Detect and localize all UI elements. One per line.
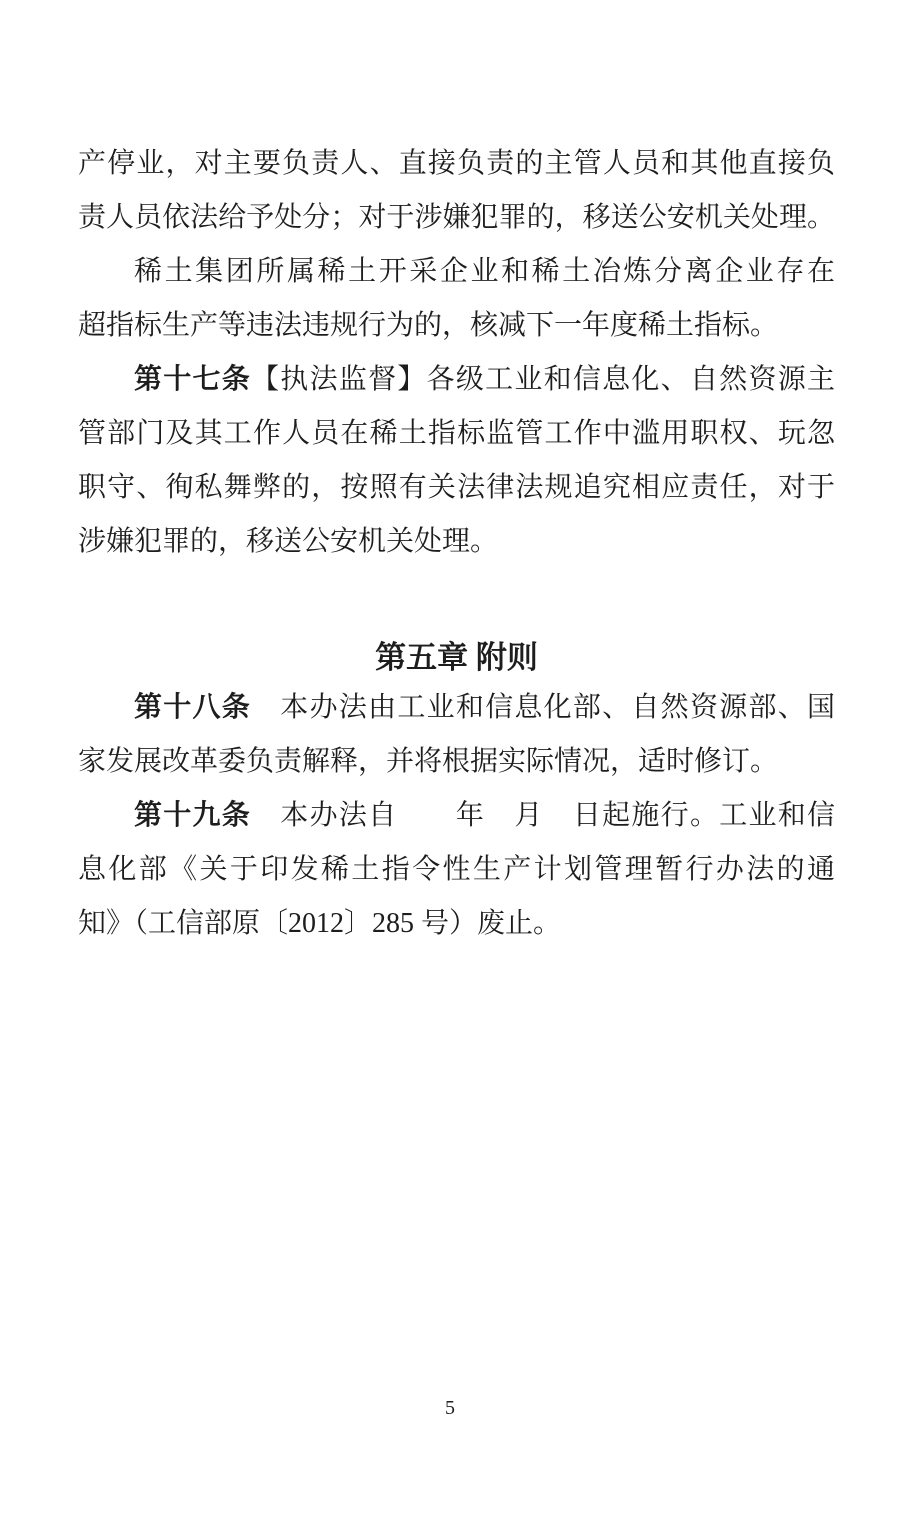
text-line [78,461,835,515]
body-text: 息化部《关于印发稀土指令性生产计划管理暂行办法的通 [78,854,835,885]
body-text: 产停业，对主要负责人、直接负责的主管人员和其他直接负 [78,148,835,179]
text-line [78,299,835,353]
text-line [78,137,835,191]
body-text: 知》（工信部原〔2012〕285 号）废止。 [78,908,562,939]
text-line [78,407,835,461]
body-text: 稀土集团所属稀土开采企业和稀土冶炼分离企业存在 [134,256,835,287]
body-text: 本办法自 年 月 日起施行。工业和信 [251,800,835,831]
text-line [78,515,835,569]
chapter-heading [78,635,835,681]
text-line [78,843,835,897]
text-line [78,897,835,951]
article-number: 第十八条 [134,692,252,723]
blank-line [78,569,835,635]
body-text: 涉嫌犯罪的，移送公安机关处理。 [78,526,499,557]
body-text: 职守、徇私舞弊的，按照有关法律法规追究相应责任，对于 [78,472,835,503]
body-text: 责人员依法给予处分；对于涉嫌犯罪的，移送公安机关处理。 [78,202,835,233]
text-line [78,681,835,735]
body-text: 本办法由工业和信息化部、自然资源部、国 [251,692,835,723]
text-line [78,191,835,245]
text-line [78,735,835,789]
article-number: 第十七条 [134,364,252,395]
article-number: 第十九条 [134,800,252,831]
body-text: 家发展改革委负责解释，并将根据实际情况，适时修订。 [78,746,779,777]
text-line [78,789,835,843]
body-text: 【执法监督】各级工业和信息化、自然资源主 [251,364,835,395]
text-line [78,353,835,407]
text-line [78,245,835,299]
body-text: 管部门及其工作人员在稀土指标监管工作中滥用职权、玩忽 [78,418,835,449]
page-number: 5 [445,1397,455,1419]
document-body [78,137,835,951]
body-text: 超指标生产等违法违规行为的，核减下一年度稀土指标。 [78,310,779,341]
article-number: 第五章 附则 [375,640,538,675]
